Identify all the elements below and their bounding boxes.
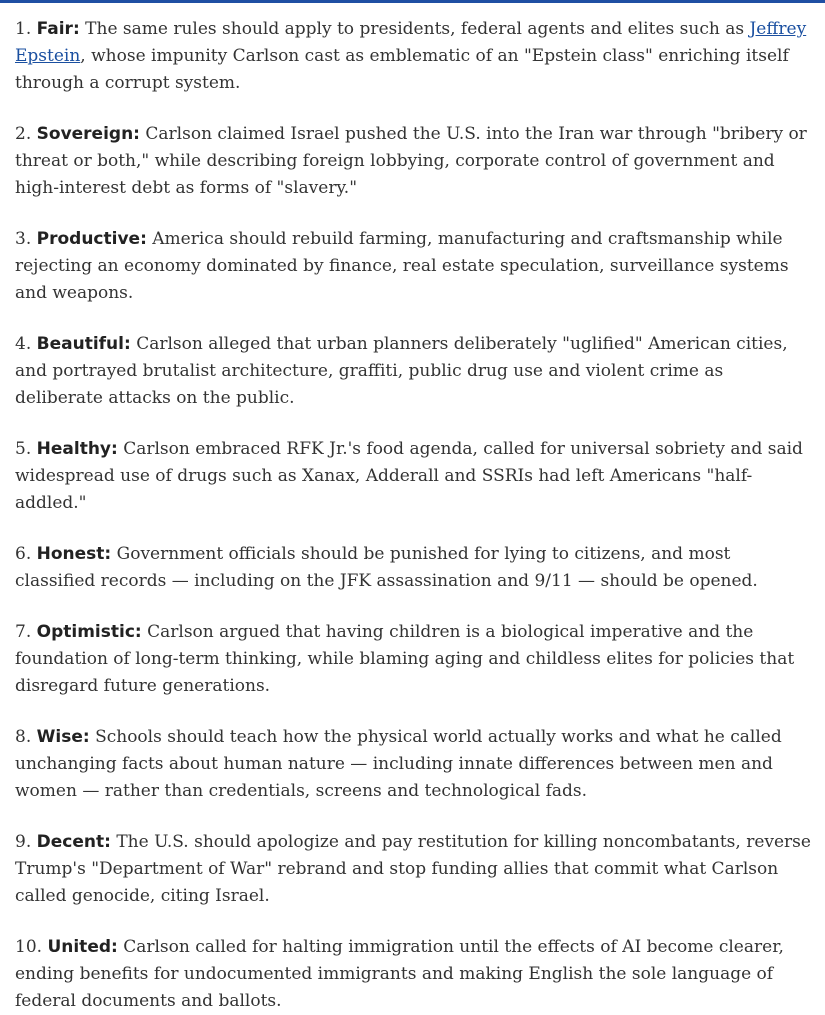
article-body: [15, 16, 815, 1015]
item-term: United:: [47, 937, 118, 957]
item-text: America should rebuild farming, manufacturing and craftsmanship while rejecting an economy dominated by finance, real estate speculation, surveillance systems and weapons.: [15, 229, 789, 303]
list-item-decent: [15, 829, 815, 910]
item-number: 4.: [15, 334, 32, 354]
top-accent-rule: [0, 0, 825, 3]
list-item-sovereign: [15, 121, 815, 202]
item-term: Fair:: [36, 19, 80, 39]
item-number: 10.: [15, 937, 43, 957]
list-item-beautiful: [15, 331, 815, 412]
item-number: 7.: [15, 622, 32, 642]
item-text: Carlson argued that having children is a biological imperative and the foundation of long-term thinking, while blaming aging and childless elites for policies that disregard future generations.: [15, 622, 795, 696]
item-number: 1.: [15, 19, 32, 39]
item-number: 6.: [15, 544, 32, 564]
item-text: Carlson called for halting immigration until the effects of AI become clearer, ending benefits for undocumented immigrants and making English the sole language of federal documents and ballots.: [15, 937, 784, 1011]
item-term: Optimistic:: [36, 622, 142, 642]
list-item-honest: [15, 541, 815, 595]
item-text: The same rules should apply to presidents, federal agents and elites such as: [85, 19, 745, 39]
item-text: Schools should teach how the physical world actually works and what he called unchanging facts about human nature — including innate differences between men and women — rather than credentials, screens and technological fads.: [15, 727, 782, 801]
item-term: Sovereign:: [36, 124, 140, 144]
list-item-fair: [15, 16, 815, 97]
item-number: 2.: [15, 124, 32, 144]
item-text: Government officials should be punished for lying to citizens, and most classified records — including on the JFK assassination and 9/11 — should be opened.: [15, 544, 758, 591]
list-item-optimistic: [15, 619, 815, 700]
list-item-wise: [15, 724, 815, 805]
item-term: Honest:: [36, 544, 112, 564]
list-item-healthy: [15, 436, 815, 517]
list-item-productive: [15, 226, 815, 307]
item-number: 5.: [15, 439, 32, 459]
item-term: Healthy:: [36, 439, 118, 459]
item-number: 9.: [15, 832, 32, 852]
item-text: The U.S. should apologize and pay restitution for killing noncombatants, reverse Trump's "Department of War" rebrand and stop funding allies that commit what Carlson called genocide, citing Israel.: [15, 832, 811, 906]
jeffrey-epstein-link[interactable]: Jeffrey Epstein: [15, 19, 807, 66]
item-term: Productive:: [36, 229, 147, 249]
item-number: 8.: [15, 727, 32, 747]
list-item-united: [15, 934, 815, 1015]
item-term: Beautiful:: [36, 334, 131, 354]
item-text: , whose impunity Carlson cast as emblematic of an "Epstein class" enriching itself through a corrupt system.: [15, 46, 789, 93]
item-text: Carlson claimed Israel pushed the U.S. into the Iran war through "bribery or threat or both," while describing foreign lobbying, corporate control of government and high-interest debt as forms of "slavery.": [15, 124, 807, 198]
item-text: Carlson embraced RFK Jr.'s food agenda, called for universal sobriety and said widespread use of drugs such as Xanax, Adderall and SSRIs had left Americans "half-addled.": [15, 439, 803, 513]
item-text: Carlson alleged that urban planners deliberately "uglified" American cities, and portrayed brutalist architecture, graffiti, public drug use and violent crime as deliberate attacks on the public.: [15, 334, 788, 408]
item-number: 3.: [15, 229, 32, 249]
item-term: Wise:: [36, 727, 90, 747]
item-term: Decent:: [36, 832, 111, 852]
